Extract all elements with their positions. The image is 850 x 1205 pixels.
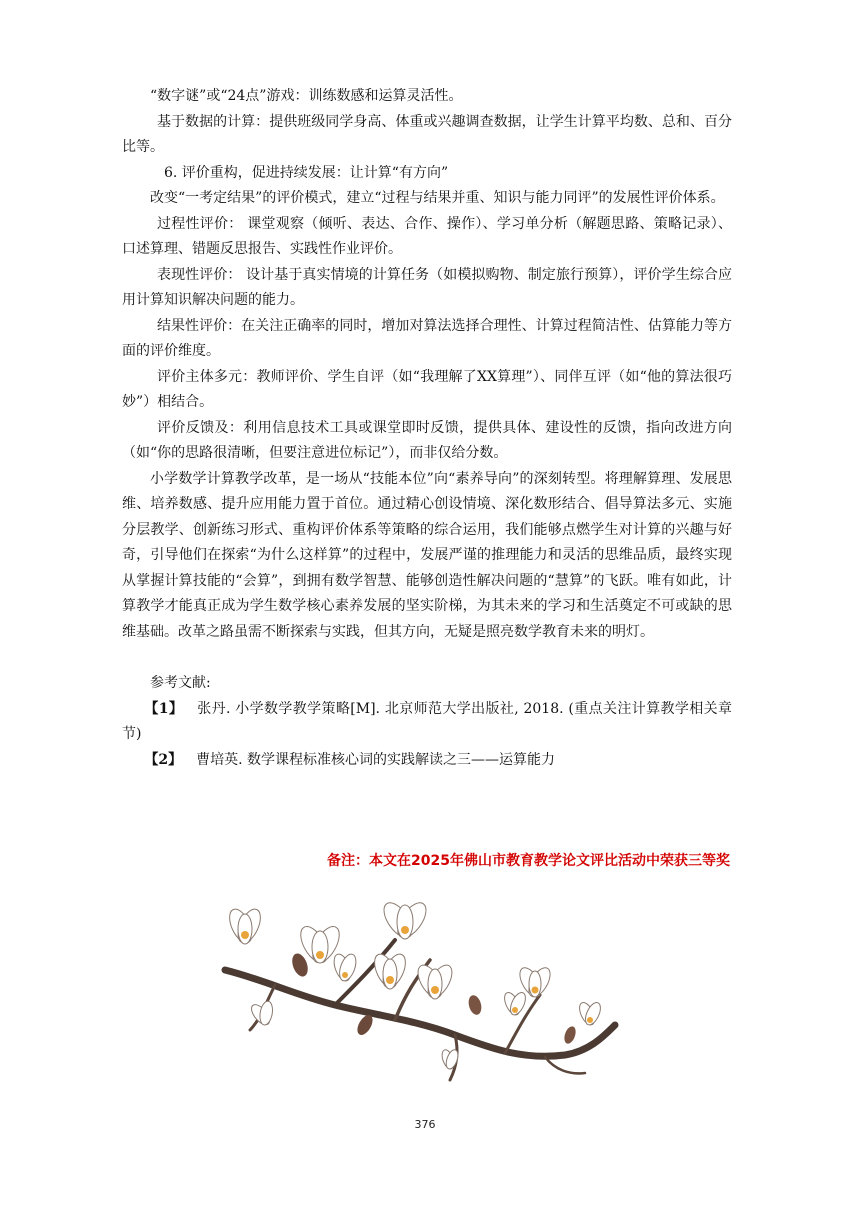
reference-number-1: 【1】: [144, 700, 184, 717]
paragraph-process-evaluation: 过程性评价： 课堂观察（倾听、表达、合作、操作）、学习单分析（解题思路、策略记录）、口述算理、错题反思报告、实践性作业评价。: [122, 215, 732, 257]
document-body: [122, 84, 732, 773]
reference-number-2: 【2】: [144, 751, 183, 768]
reference-item-1: [122, 697, 732, 748]
references-heading: 参考文献:: [150, 675, 211, 691]
paragraph-evaluation-feedback: 评价反馈及：利用信息技术工具或课堂即时反馈，提供具体、建设性的反馈，指向改进方向（如“你的思路很清晰，但要注意进位标记”），而非仅给分数。: [122, 419, 732, 461]
reference-text-2: 曹培英. 数学课程标准核心词的实践解读之三——运算能力: [196, 751, 556, 768]
paragraph-number-games: “数字谜”或“24点”游戏：训练数感和运算灵活性。: [150, 88, 463, 104]
section-heading-evaluation: 6. 评价重构，促进持续发展：让计算“有方向”: [164, 164, 449, 181]
reference-text-1: 张丹. 小学数学教学策略[M]. 北京师范大学出版社, 2018. (重点关注计算教学相关章节): [122, 700, 732, 742]
paragraph-result-evaluation: 结果性评价：在关注正确率的同时，增加对算法选择合理性、计算过程简洁性、估算能力等方面的评价维度。: [122, 317, 732, 359]
paragraph-data-calculation: 基于数据的计算：提供班级同学身高、体重或兴趣调查数据，让学生计算平均数、总和、百分比等。: [122, 113, 732, 155]
paragraph-evaluation-subjects: 评价主体多元：教师评价、学生自评（如“我理解了XX算理”）、同伴互评（如“他的算法很巧妙”）相结合。: [122, 368, 732, 410]
reference-item-2: [122, 748, 732, 774]
paragraph-performance-evaluation: 表现性评价： 设计基于真实情境的计算任务（如模拟购物、制定旅行预算），评价学生综合应用计算知识解决问题的能力。: [122, 266, 732, 308]
page-number: 376: [414, 1118, 436, 1131]
paragraph-evaluation-system: 改变“一考定结果”的评价模式，建立“过程与结果并重、知识与能力同评”的发展性评价体系。: [150, 190, 725, 206]
magnolia-branch-illustration: [205, 885, 625, 1085]
award-note: 备注：本文在2025年佛山市教育教学论文评比活动中荣获三等奖: [327, 853, 730, 869]
paragraph-conclusion: 小学数学计算教学改革，是一场从“技能本位”向“素养导向”的深刻转型。将理解算理、发展思维、培养数感、提升应用能力置于首位。通过精心创设情境、深化数形结合、倡导算法多元、实施分层教学、创新练习形式、重构评价体系等策略的综合运用，我们能够点燃学生对计算的兴趣与好奇，引导他们在探索“为什么这样算”的过程中，发展严谨的推理能力和灵活的思维品质，最终实现从掌握计算技能的“会算”，到拥有数学智慧、能够创造性解决问题的“慧算”的飞跃。唯有如此，计算教学才能真正成为学生数学核心素养发展的坚实阶梯，为其未来的学习和生活奠定不可或缺的思维基础。改革之路虽需不断探索与实践，但其方向，无疑是照亮数学教育未来的明灯。: [122, 470, 732, 640]
